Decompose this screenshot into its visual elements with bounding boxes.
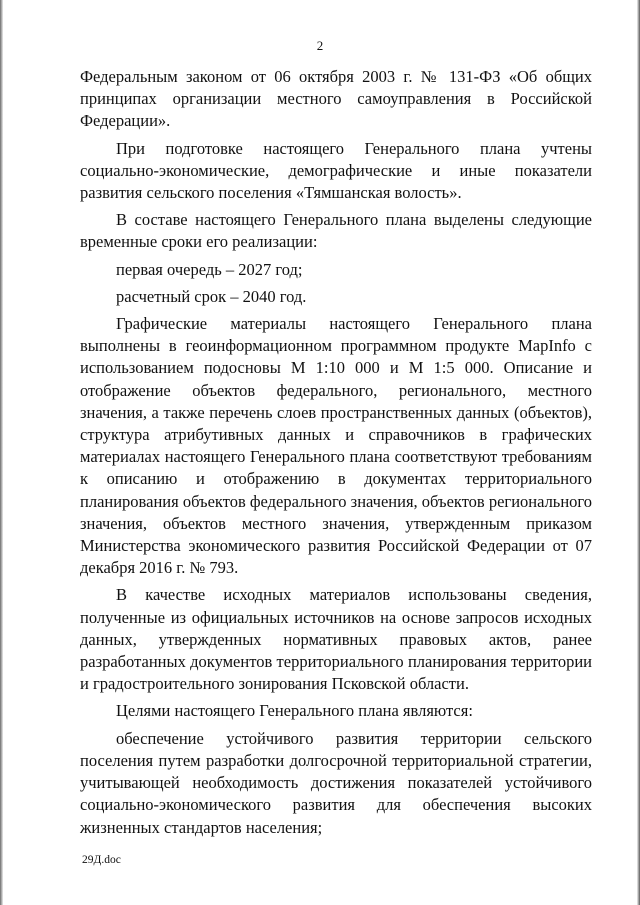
page-number: 2 (316, 38, 324, 53)
scan-edge-left (0, 0, 3, 905)
list-item-calculated-term: расчетный срок – 2040 год. (116, 286, 307, 306)
paragraph-graphic-materials: Графические материалы настоящего Генерального плана выполнены в геоинформационном программном продукте MapInfo с использованием подосновы М 1:10 000 и М 1:5 000. Описание и отображение объектов федерального, регионального, местного значения, а также перечень слоев пространственных данных (объектов), структура атрибутивных данных и справочников в графических материалах настоящего Генерального плана соответствуют требованиям к описанию и отображению в документах территориального планирования объектов федерального значения, объектов регионального значения, объектов местного значения, утвержденным приказом Министерства экономического развития Российской Федерации от 07 декабря 2016 г. № 793. (80, 314, 593, 578)
paragraph-goals-heading: Целями настоящего Генерального плана являются: (116, 701, 473, 721)
footer-filename: 29Д.doc (82, 854, 121, 866)
paragraph-law-reference: Федеральным законом от 06 октября 2003 г. № 131-ФЗ «Об общих принципах организации местного самоуправления в Российской Федерации». (80, 67, 592, 131)
list-item-first-stage: первая очередь – 2027 год; (116, 259, 303, 279)
paragraph-source-materials: В качестве исходных материалов использованы сведения, полученные из официальных источников на основе запросов исходных данных, утвержденных нормативных правовых актов, ранее разработанных документов территориального планирования территории и градостроительного зонирования Псковской области. (80, 585, 592, 694)
paragraph-goal-sustainable-development: обеспечение устойчивого развития территории сельского поселения путем разработки долгосрочной территориальной стратегии, учитывающей необходимость достижения показателей устойчивого социально-экономического развития для обеспечения высоких жизненных стандартов населения; (80, 728, 592, 837)
paragraph-indicators: При подготовке настоящего Генерального плана учтены социально-экономические, демографические и иные показатели развития сельского поселения «Тямшанская волость». (80, 138, 592, 203)
paragraph-time-frames: В составе настоящего Генерального плана выделены следующие временные сроки его реализации: (80, 210, 592, 252)
document-body (80, 66, 592, 839)
